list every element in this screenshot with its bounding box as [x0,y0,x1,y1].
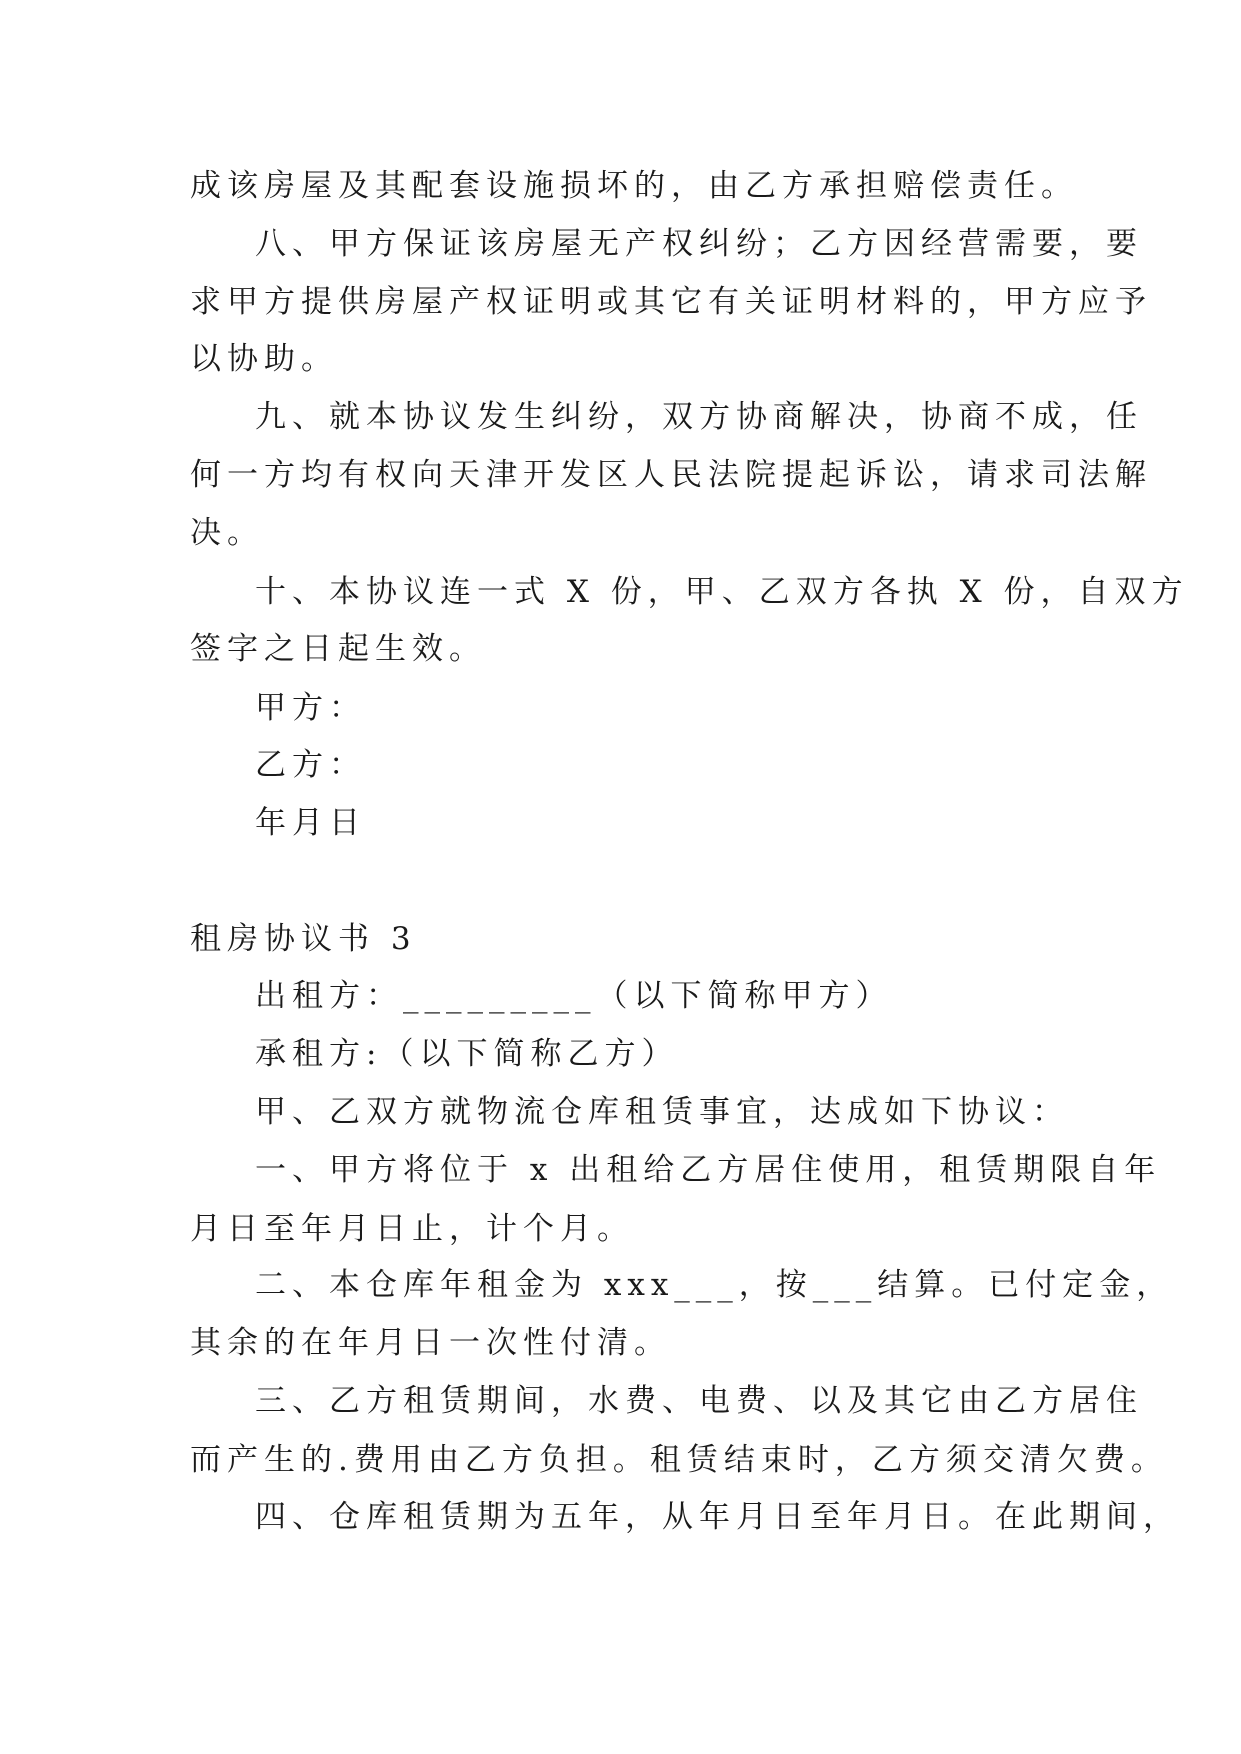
text-line: 以协助。 [190,341,338,377]
text-line: 成该房屋及其配套设施损坏的，由乙方承担赔偿责任。 [190,168,1078,204]
section-title: 租房协议书 3 [190,921,417,957]
text-line: 三、乙方租赁期间，水费、电费、以及其它由乙方居住 [255,1383,1143,1419]
text-line: 决。 [190,515,264,551]
text-line: 月日至年月日止，计个月。 [190,1211,634,1247]
text-line: 签字之日起生效。 [190,631,486,667]
text-line: 九、就本协议发生纠纷，双方协商解决，协商不成，任 [255,399,1143,435]
text-line: 十、本协议连一式 X 份，甲、乙双方各执 X 份，自双方 [255,574,1189,610]
signature-party-a: 甲方： [255,690,366,726]
text-line: 何一方均有权向天津开发区人民法院提起诉讼，请求司法解 [190,457,1152,493]
text-line: 其余的在年月日一次性付清。 [190,1325,671,1361]
text-line: 承租方:（以下简称乙方） [255,1036,679,1072]
text-line: 一、甲方将位于 x 出租给乙方居住使用，租赁期限自年 [255,1152,1162,1188]
text-line: 四、仓库租赁期为五年，从年月日至年月日。在此期间， [255,1499,1180,1535]
text-line: 二、本仓库年租金为 xxx___，按___结算。已付定金， [255,1267,1174,1303]
text-line: 出租方：_________（以下简称甲方） [255,978,893,1014]
text-line: 甲、乙双方就物流仓库租赁事宜，达成如下协议： [255,1094,1069,1130]
text-line: 求甲方提供房屋产权证明或其它有关证明材料的，甲方应予 [190,284,1152,320]
signature-date: 年月日 [255,805,366,841]
text-line: 八、甲方保证该房屋无产权纠纷；乙方因经营需要，要 [255,226,1143,262]
signature-party-b: 乙方： [255,747,366,783]
text-line: 而产生的.费用由乙方负担。租赁结束时，乙方须交清欠费。 [190,1442,1168,1478]
